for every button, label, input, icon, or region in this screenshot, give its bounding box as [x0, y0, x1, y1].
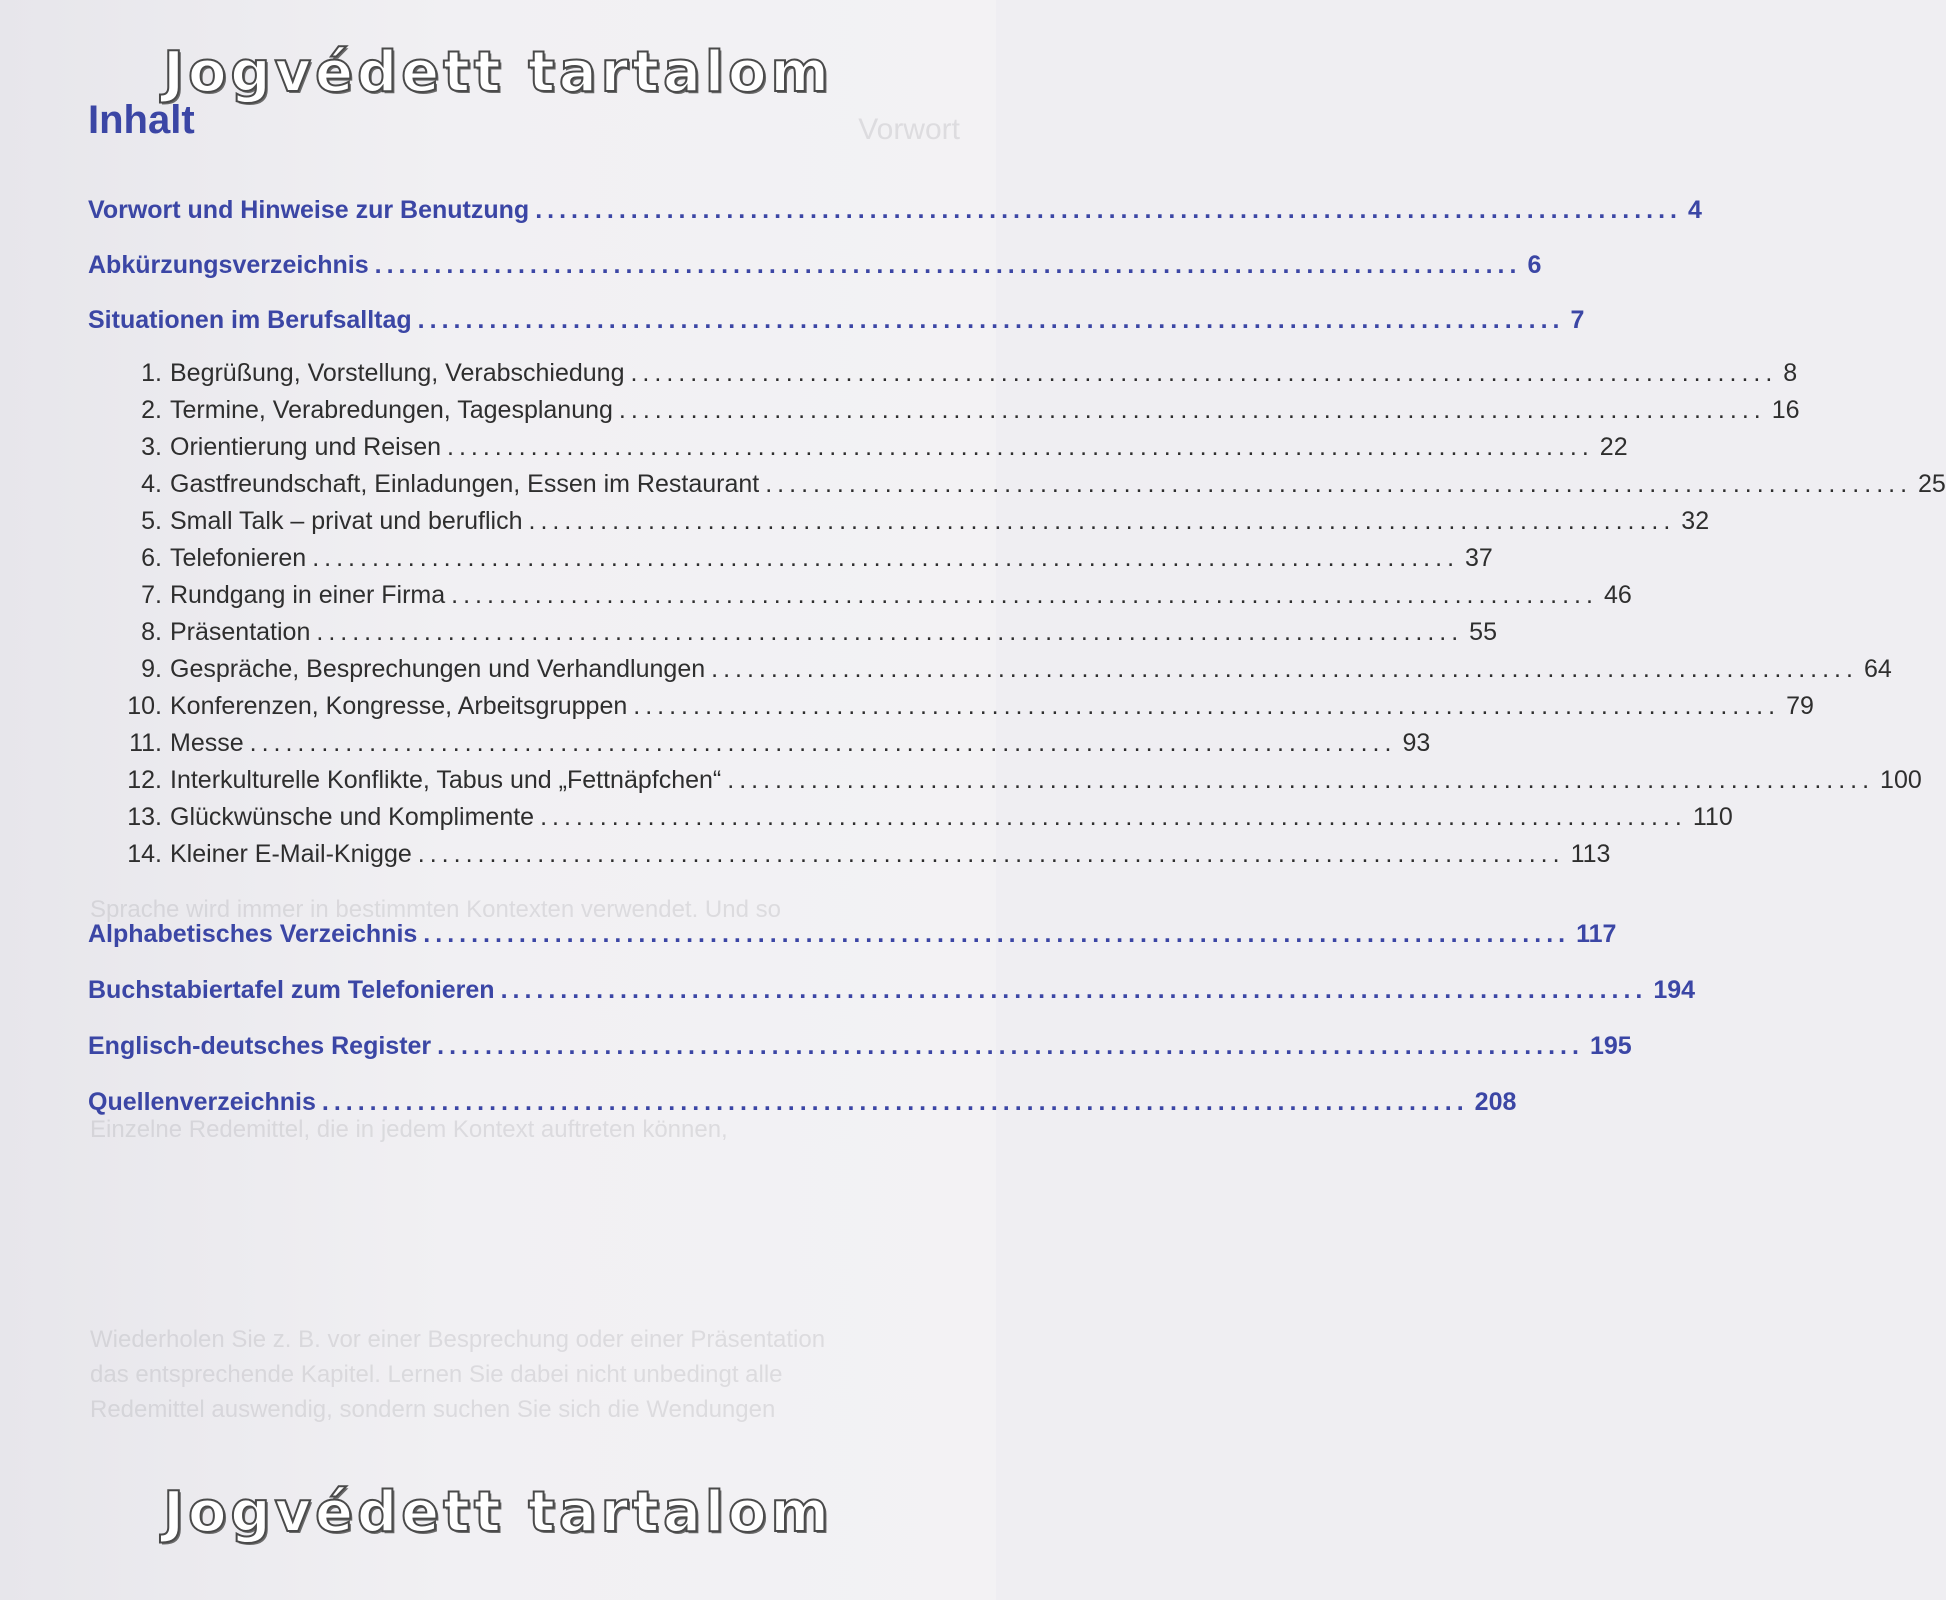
- toc-entry-label: Rundgang in einer Firma: [170, 581, 446, 609]
- toc-page-number: 25: [1918, 470, 1946, 498]
- dot-leader: ................................................................................................: [451, 581, 1598, 609]
- toc-chapter-11[interactable]: [112, 729, 1431, 758]
- watermark-bottom: Jogvédett tartalom: [163, 1480, 833, 1545]
- toc-entry-quellen[interactable]: [88, 1088, 1517, 1117]
- toc-chapter-9[interactable]: [112, 655, 1892, 684]
- chapter-number: 6.: [141, 544, 162, 572]
- dot-leader: ................................................................................................: [618, 396, 1766, 424]
- toc-entry-label: Messe: [170, 729, 244, 757]
- dot-leader: ................................................................................................: [423, 920, 1571, 948]
- toc-page-number: 113: [1570, 840, 1611, 868]
- bleed-through-line: Sprache wird immer in bestimmten Kontexten verwendet. Und so: [90, 896, 781, 923]
- chapter-number: 10.: [127, 692, 162, 720]
- toc-entry-label: Situationen im Berufsalltag: [88, 306, 412, 334]
- chapter-number: 7.: [141, 581, 162, 609]
- toc-entry-label: Kleiner E-Mail-Knigge: [170, 840, 412, 868]
- toc-page-number: 100: [1880, 766, 1922, 794]
- toc-entry-label: Small Talk – privat und beruflich: [170, 507, 523, 535]
- toc-page-number: 117: [1576, 920, 1617, 948]
- dot-leader: ................................................................................................: [447, 433, 1594, 461]
- toc-entry-buchstabiertafel[interactable]: [88, 976, 1696, 1005]
- chapter-number: 9.: [141, 655, 162, 683]
- chapter-number: 5.: [141, 507, 162, 535]
- chapter-number: 4.: [141, 470, 162, 498]
- toc-chapter-1[interactable]: [112, 359, 1798, 388]
- toc-entry-label: Telefonieren: [170, 544, 307, 572]
- dot-leader: ................................................................................................: [417, 840, 1565, 868]
- toc-page-number: 55: [1469, 618, 1497, 646]
- toc-entry-register[interactable]: [88, 1032, 1632, 1061]
- dot-leader: ................................................................................................: [765, 470, 1913, 498]
- toc-entry-alphabetisch[interactable]: [88, 920, 1617, 949]
- toc-page-number: 16: [1771, 396, 1800, 424]
- dot-leader: ................................................................................................: [312, 544, 1460, 572]
- dot-leader: ................................................................................................: [528, 507, 1676, 535]
- toc-entry-label: Glückwünsche und Komplimente: [170, 803, 535, 831]
- dot-leader: ................................................................................................: [633, 692, 1781, 720]
- dot-leader: ................................................................................................: [437, 1032, 1584, 1060]
- toc-chapter-3[interactable]: [112, 433, 1628, 462]
- toc-chapter-5[interactable]: [112, 507, 1710, 536]
- toc-page-number: 64: [1863, 655, 1892, 683]
- dot-leader: ................................................................................................: [316, 618, 1464, 646]
- dot-leader: ................................................................................................: [711, 655, 1858, 683]
- toc-entry-label: Präsentation: [170, 618, 311, 646]
- toc-page-number: 7: [1570, 306, 1585, 334]
- toc-entry-label: Orientierung und Reisen: [170, 433, 441, 461]
- toc-chapter-13[interactable]: [112, 803, 1733, 832]
- dot-leader: ................................................................................................: [374, 251, 1522, 279]
- toc-page-number: 4: [1688, 196, 1702, 224]
- toc-page-number: 8: [1783, 359, 1798, 387]
- toc-page-number: 37: [1465, 544, 1493, 572]
- toc-page-number: 22: [1599, 433, 1628, 461]
- watermark-top: Jogvédett tartalom: [163, 40, 833, 105]
- chapter-number: 13.: [127, 803, 162, 831]
- toc-entry-label: Gastfreundschaft, Einladungen, Essen im Restaurant: [170, 470, 760, 498]
- dot-leader: ................................................................................................: [727, 766, 1875, 794]
- toc-chapter-6[interactable]: [112, 544, 1493, 573]
- toc-entry-label: Gespräche, Besprechungen und Verhandlungen: [170, 655, 706, 683]
- dot-leader: ................................................................................................: [500, 976, 1648, 1004]
- dot-leader: ................................................................................................: [249, 729, 1397, 757]
- dot-leader: ................................................................................................: [417, 306, 1565, 334]
- bleed-through-line: Einzelne Redemittel, die in jedem Kontext auftreten können,: [90, 1116, 728, 1143]
- toc-page-number: 208: [1474, 1088, 1517, 1116]
- toc-entry-label: Termine, Verabredungen, Tagesplanung: [170, 396, 613, 424]
- toc-chapter-2[interactable]: [112, 396, 1800, 425]
- chapter-number: 14.: [127, 840, 162, 868]
- toc-entry-label: Konferenzen, Kongresse, Arbeitsgruppen: [170, 692, 628, 720]
- bleed-through-line: das entsprechende Kapitel. Lernen Sie dabei nicht unbedingt alle: [90, 1361, 783, 1388]
- bleed-through-line: Wiederholen Sie z. B. vor einer Besprechung oder einer Präsentation: [90, 1326, 826, 1353]
- toc-entry-label: Interkulturelle Konflikte, Tabus und „Fettnäpfchen“: [170, 766, 722, 794]
- dot-leader: ................................................................................................: [630, 359, 1778, 387]
- toc-entry-label: Alphabetisches Verzeichnis: [88, 920, 418, 948]
- toc-entry-label: Quellenverzeichnis: [88, 1088, 316, 1116]
- toc-chapter-7[interactable]: [112, 581, 1632, 610]
- toc-page-number: 6: [1527, 251, 1542, 279]
- toc-chapter-12[interactable]: [112, 766, 1922, 795]
- toc-chapter-4[interactable]: [112, 470, 1946, 499]
- toc-entry-label: Abkürzungsverzeichnis: [88, 251, 369, 279]
- toc-chapter-14[interactable]: [112, 840, 1611, 869]
- chapter-number: 12.: [127, 766, 162, 794]
- dot-leader: ................................................................................................: [540, 803, 1687, 831]
- chapter-number: 2.: [141, 396, 162, 424]
- page-title: Inhalt: [88, 98, 195, 142]
- toc-page-number: 46: [1603, 581, 1632, 609]
- chapter-number: 8.: [141, 618, 162, 646]
- chapter-number: 11.: [129, 729, 162, 757]
- dot-leader: ................................................................................................: [535, 196, 1682, 224]
- chapter-number: 1.: [141, 359, 162, 387]
- toc-entry-vorwort[interactable]: [88, 196, 1702, 225]
- toc-entry-situationen[interactable]: [88, 306, 1585, 335]
- toc-entry-label: Englisch-deutsches Register: [88, 1032, 432, 1060]
- toc-entry-label: Buchstabiertafel zum Telefonieren: [88, 976, 495, 1004]
- dot-leader: ................................................................................................: [321, 1088, 1469, 1116]
- bleed-through-line: Redemittel auswendig, sondern suchen Sie sich die Wendungen: [90, 1396, 776, 1423]
- bleed-through-heading: Vorwort: [858, 113, 960, 146]
- toc-page-number: 194: [1653, 976, 1696, 1004]
- toc-entry-label: Begrüßung, Vorstellung, Verabschiedung: [170, 359, 625, 387]
- toc-page-number: 79: [1786, 692, 1814, 720]
- toc-chapter-10[interactable]: [112, 692, 1814, 721]
- toc-page-number: 195: [1589, 1032, 1632, 1060]
- toc-page-number: 93: [1402, 729, 1431, 757]
- toc-entry-label: Vorwort und Hinweise zur Benutzung: [88, 196, 530, 224]
- toc-page-number: 32: [1681, 507, 1710, 535]
- toc-page-number: 110: [1692, 803, 1733, 831]
- toc-chapter-8[interactable]: [112, 618, 1497, 647]
- toc-entry-abkuerzungen[interactable]: [88, 251, 1542, 280]
- chapter-number: 3.: [141, 433, 162, 461]
